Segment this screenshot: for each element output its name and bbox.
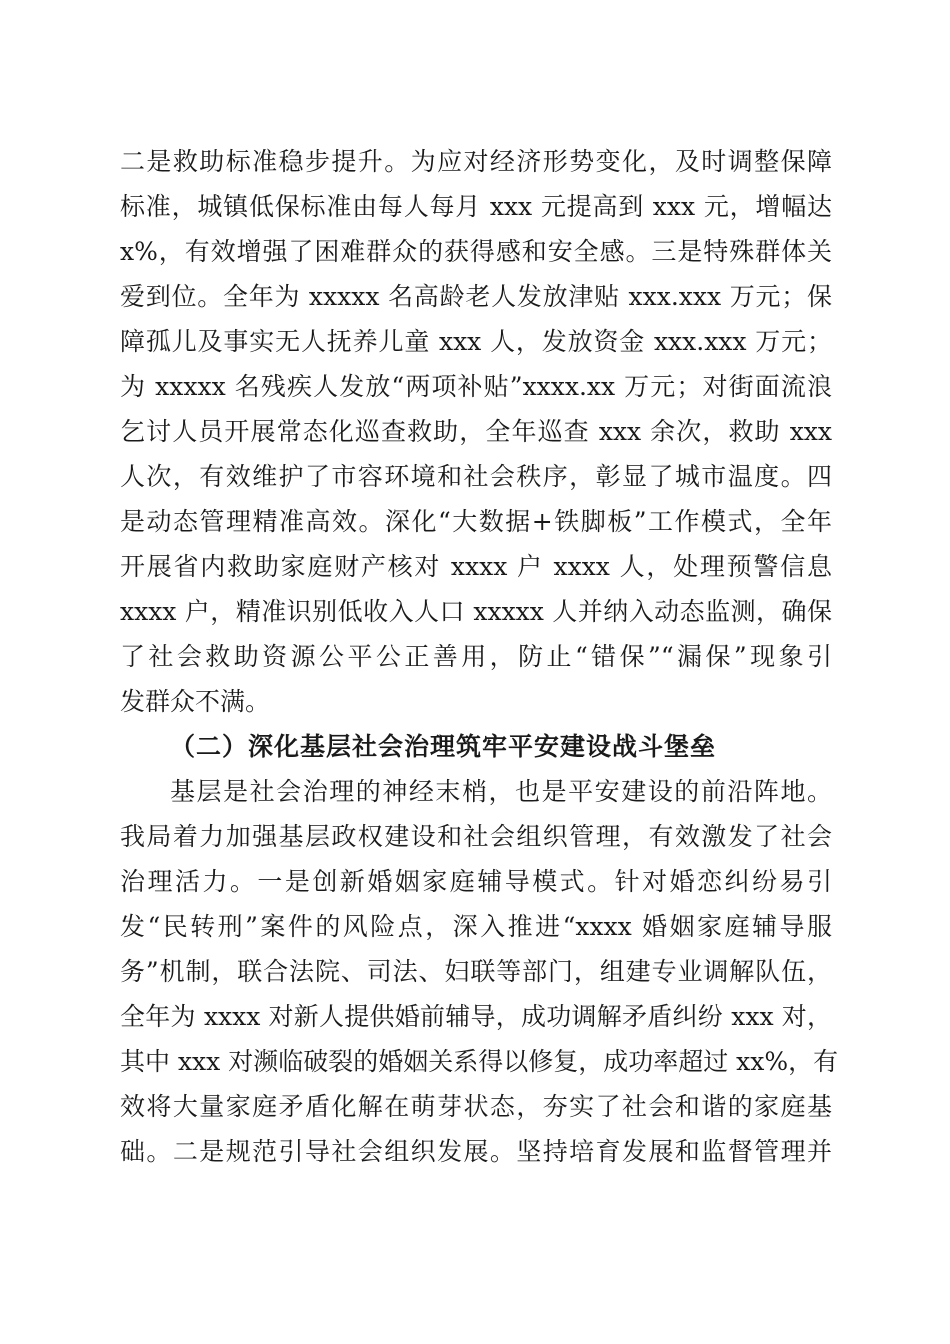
paragraph-line: 发“民转刑”案件的风险点，深入推进“xxxx 婚姻家庭辅导服 xyxy=(120,912,832,941)
paragraph-line: 基层是社会治理的神经末梢，也是平安建设的前沿阵地。 xyxy=(170,777,832,806)
paragraph-line: 我局着力加强基层政权建设和社会组织管理，有效激发了社会 xyxy=(120,822,832,851)
paragraph-line: 了社会救助资源公平公正善用，防止“错保”“漏保”现象引 xyxy=(120,642,832,671)
paragraph-line: 效将大量家庭矛盾化解在萌芽状态，夯实了社会和谐的家庭基 xyxy=(120,1092,832,1121)
paragraph-line: 治理活力。一是创新婚姻家庭辅导模式。针对婚恋纠纷易引 xyxy=(120,867,832,896)
paragraph-line: 其中 xxx 对濒临破裂的婚姻关系得以修复，成功率超过 xx%，有 xyxy=(120,1047,839,1076)
paragraph-line: 务”机制，联合法院、司法、妇联等部门，组建专业调解队伍， xyxy=(120,957,832,986)
paragraph-line: 爱到位。全年为 xxxxx 名高龄老人发放津贴 xxx.xxx 万元；保 xyxy=(120,282,832,311)
paragraph-line: 障孤儿及事实无人抚养儿童 xxx 人，发放资金 xxx.xxx 万元； xyxy=(120,327,832,356)
section-heading: （二）深化基层社会治理筑牢平安建设战斗堡垒 xyxy=(170,732,717,761)
paragraph-line: 础。二是规范引导社会组织发展。坚持培育发展和监督管理并 xyxy=(120,1137,832,1166)
paragraph-line: 标准，城镇低保标准由每人每月 xxx 元提高到 xxx 元，增幅达 xyxy=(120,192,832,221)
paragraph-line: 是动态管理精准高效。深化“大数据+铁脚板”工作模式，全年 xyxy=(120,507,832,536)
paragraph-line: x%，有效增强了困难群众的获得感和安全感。三是特殊群体关 xyxy=(120,237,832,266)
paragraph-line: 发群众不满。 xyxy=(120,687,271,716)
paragraph-line: 全年为 xxxx 对新人提供婚前辅导，成功调解矛盾纠纷 xxx 对， xyxy=(120,1002,832,1031)
paragraph-line: 乞讨人员开展常态化巡查救助，全年巡查 xxx 余次，救助 xxx xyxy=(120,417,832,446)
paragraph-line: xxxx 户，精准识别低收入人口 xxxxx 人并纳入动态监测，确保 xyxy=(120,597,832,626)
paragraph-line: 二是救助标准稳步提升。为应对经济形势变化，及时调整保障 xyxy=(120,147,832,176)
paragraph-line: 人次，有效维护了市容环境和社会秩序，彰显了城市温度。四 xyxy=(120,462,832,491)
paragraph-line: 为 xxxxx 名残疾人发放“两项补贴”xxxx.xx 万元；对街面流浪 xyxy=(120,372,832,401)
paragraph-line: 开展省内救助家庭财产核对 xxxx 户 xxxx 人，处理预警信息 xyxy=(120,552,832,581)
